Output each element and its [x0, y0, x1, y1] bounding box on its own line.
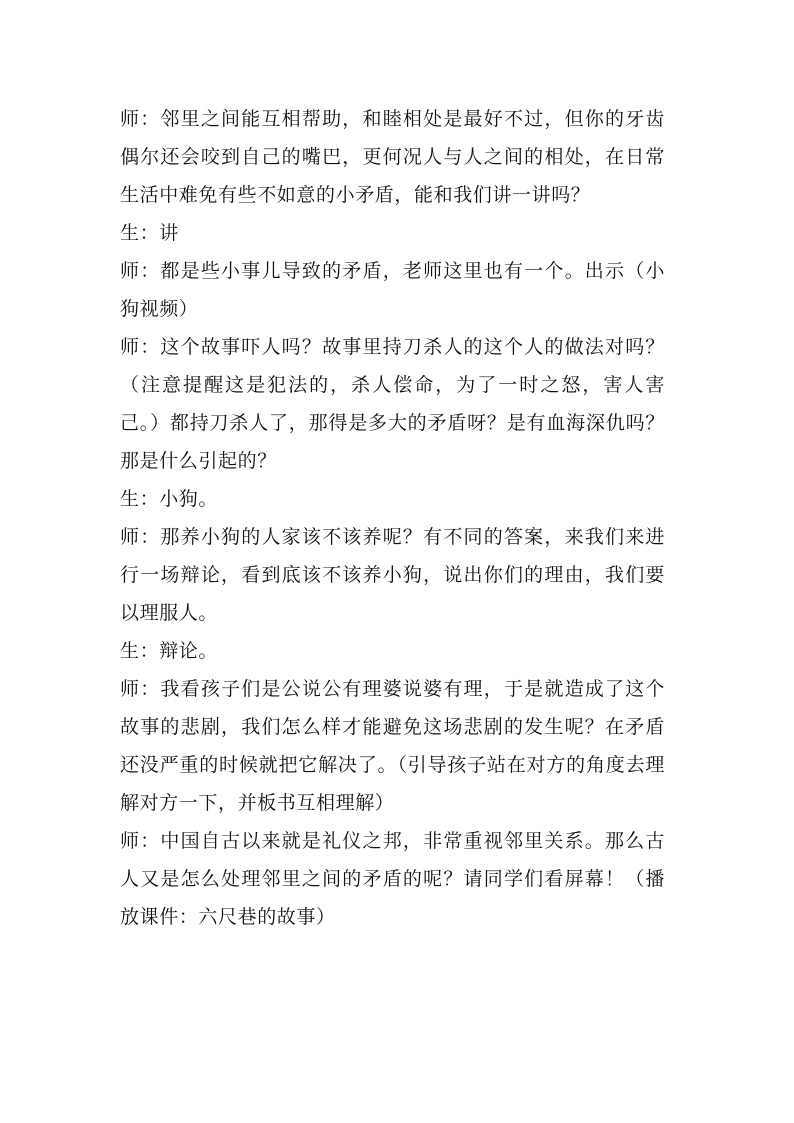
teacher-line-6: 师：中国自古以来就是礼仪之邦，非常重视邻里关系。那么古人又是怎么处理邻里之间的矛盾的呢？请同学们看屏幕！（播放课件：六尺巷的故事）: [120, 830, 665, 928]
teacher-line-4: 师：那养小狗的人家该不该养呢？有不同的答案，来我们来进行一场辩论，看到底该不该养小狗，说出你们的理由，我们要以理服人。: [120, 526, 665, 624]
teacher-line-2: 师：都是些小事儿导致的矛盾，老师这里也有一个。出示（小狗视频）: [120, 260, 665, 320]
student-line-1: 生：讲: [120, 222, 179, 244]
teacher-line-5: 师：我看孩子们是公说公有理婆说婆有理，于是就造成了这个故事的悲剧，我们怎么样才能避免这场悲剧的发生呢？在矛盾还没严重的时候就把它解决了。（引导孩子站在对方的角度去理解对方一下，并板书互相理解）: [120, 678, 665, 814]
teacher-line-3: 师：这个故事吓人吗？故事里持刀杀人的这个人的做法对吗？（注意提醒这是犯法的，杀人偿命，为了一时之怒，害人害己。）都持刀杀人了，那得是多大的矛盾呀？是有血海深仇吗？那是什么引起的？: [120, 336, 665, 472]
teacher-line-1: 师：邻里之间能互相帮助，和睦相处是最好不过，但你的牙齿偶尔还会咬到自己的嘴巴，更何况人与人之间的相处，在日常生活中难免有些不如意的小矛盾，能和我们讲一讲吗？: [120, 108, 665, 206]
student-line-3: 生：辩论。: [120, 640, 219, 662]
lesson-transcript: [120, 100, 665, 936]
student-line-2: 生：小狗。: [120, 488, 219, 510]
